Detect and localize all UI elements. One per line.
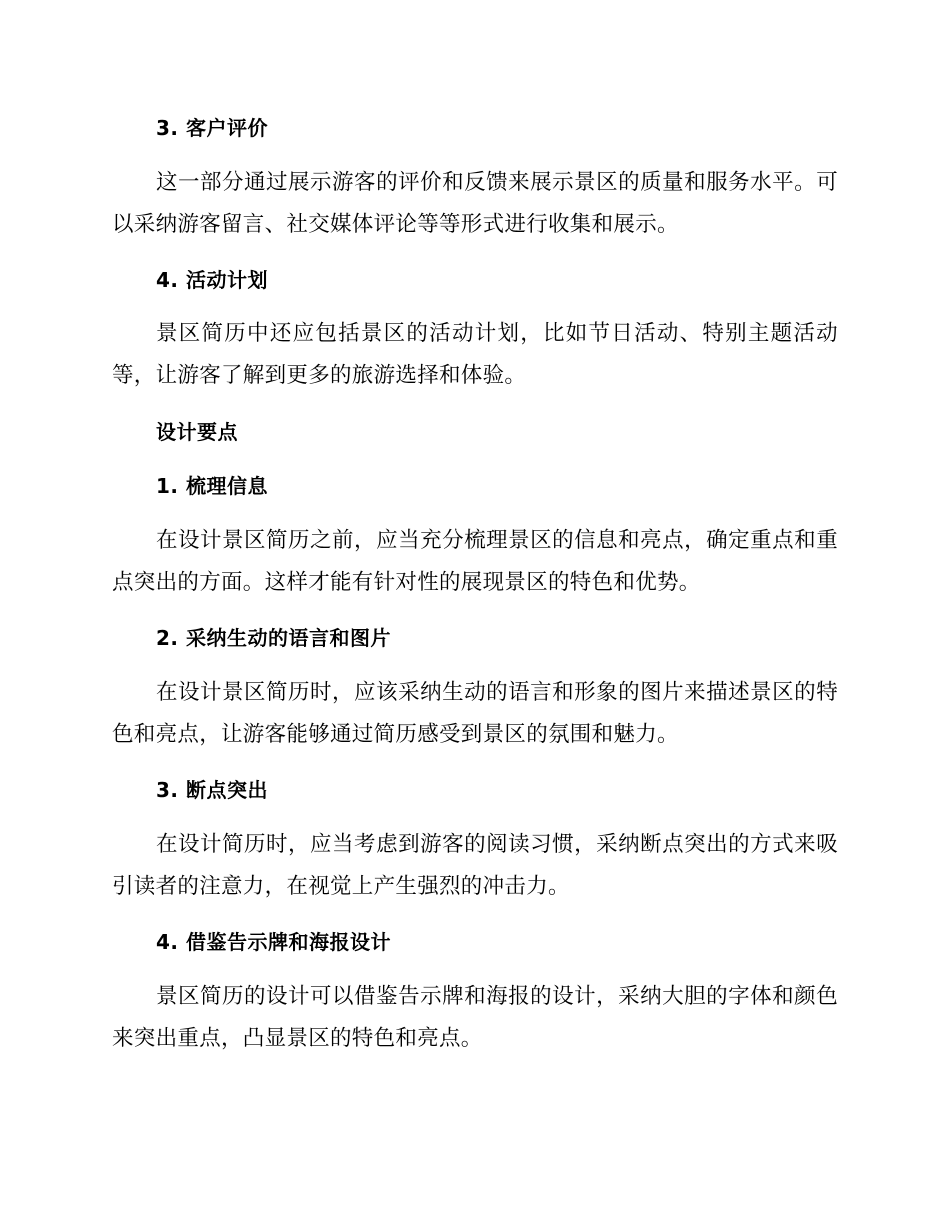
- design-item-paragraph-vivid-language: 在设计景区简历时，应该采纳生动的语言和形象的图片来描述景区的特色和亮点，让游客能够通过简历感受到景区的氛围和魅力。: [112, 680, 838, 747]
- design-points-title: 设计要点: [156, 420, 238, 444]
- section-heading-customer-reviews: 3. 客户评价: [156, 116, 268, 140]
- design-item-paragraph-organize-info: 在设计景区简历之前，应当充分梳理景区的信息和亮点，确定重点和重点突出的方面。这样才能有针对性的展现景区的特色和优势。: [112, 528, 838, 595]
- section-heading-activity-plan: 4. 活动计划: [156, 268, 268, 292]
- design-item-paragraph-poster-design: 景区简历的设计可以借鉴告示牌和海报的设计，采纳大胆的字体和颜色来突出重点，凸显景区的特色和亮点。: [112, 984, 838, 1051]
- section-paragraph-customer-reviews: 这一部分通过展示游客的评价和反馈来展示景区的质量和服务水平。可以采纳游客留言、社交媒体评论等等形式进行收集和展示。: [112, 170, 838, 237]
- section-paragraph-activity-plan: 景区简历中还应包括景区的活动计划，比如节日活动、特别主题活动等，让游客了解到更多的旅游选择和体验。: [112, 321, 838, 388]
- design-item-heading-organize-info: 1. 梳理信息: [156, 474, 268, 498]
- design-item-heading-vivid-language: 2. 采纳生动的语言和图片: [156, 626, 391, 650]
- design-item-heading-poster-design: 4. 借鉴告示牌和海报设计: [156, 930, 391, 954]
- design-item-paragraph-breakpoint-emphasis: 在设计简历时，应当考虑到游客的阅读习惯，采纳断点突出的方式来吸引读者的注意力，在视觉上产生强烈的冲击力。: [112, 832, 838, 899]
- design-item-heading-breakpoint-emphasis: 3. 断点突出: [156, 778, 268, 802]
